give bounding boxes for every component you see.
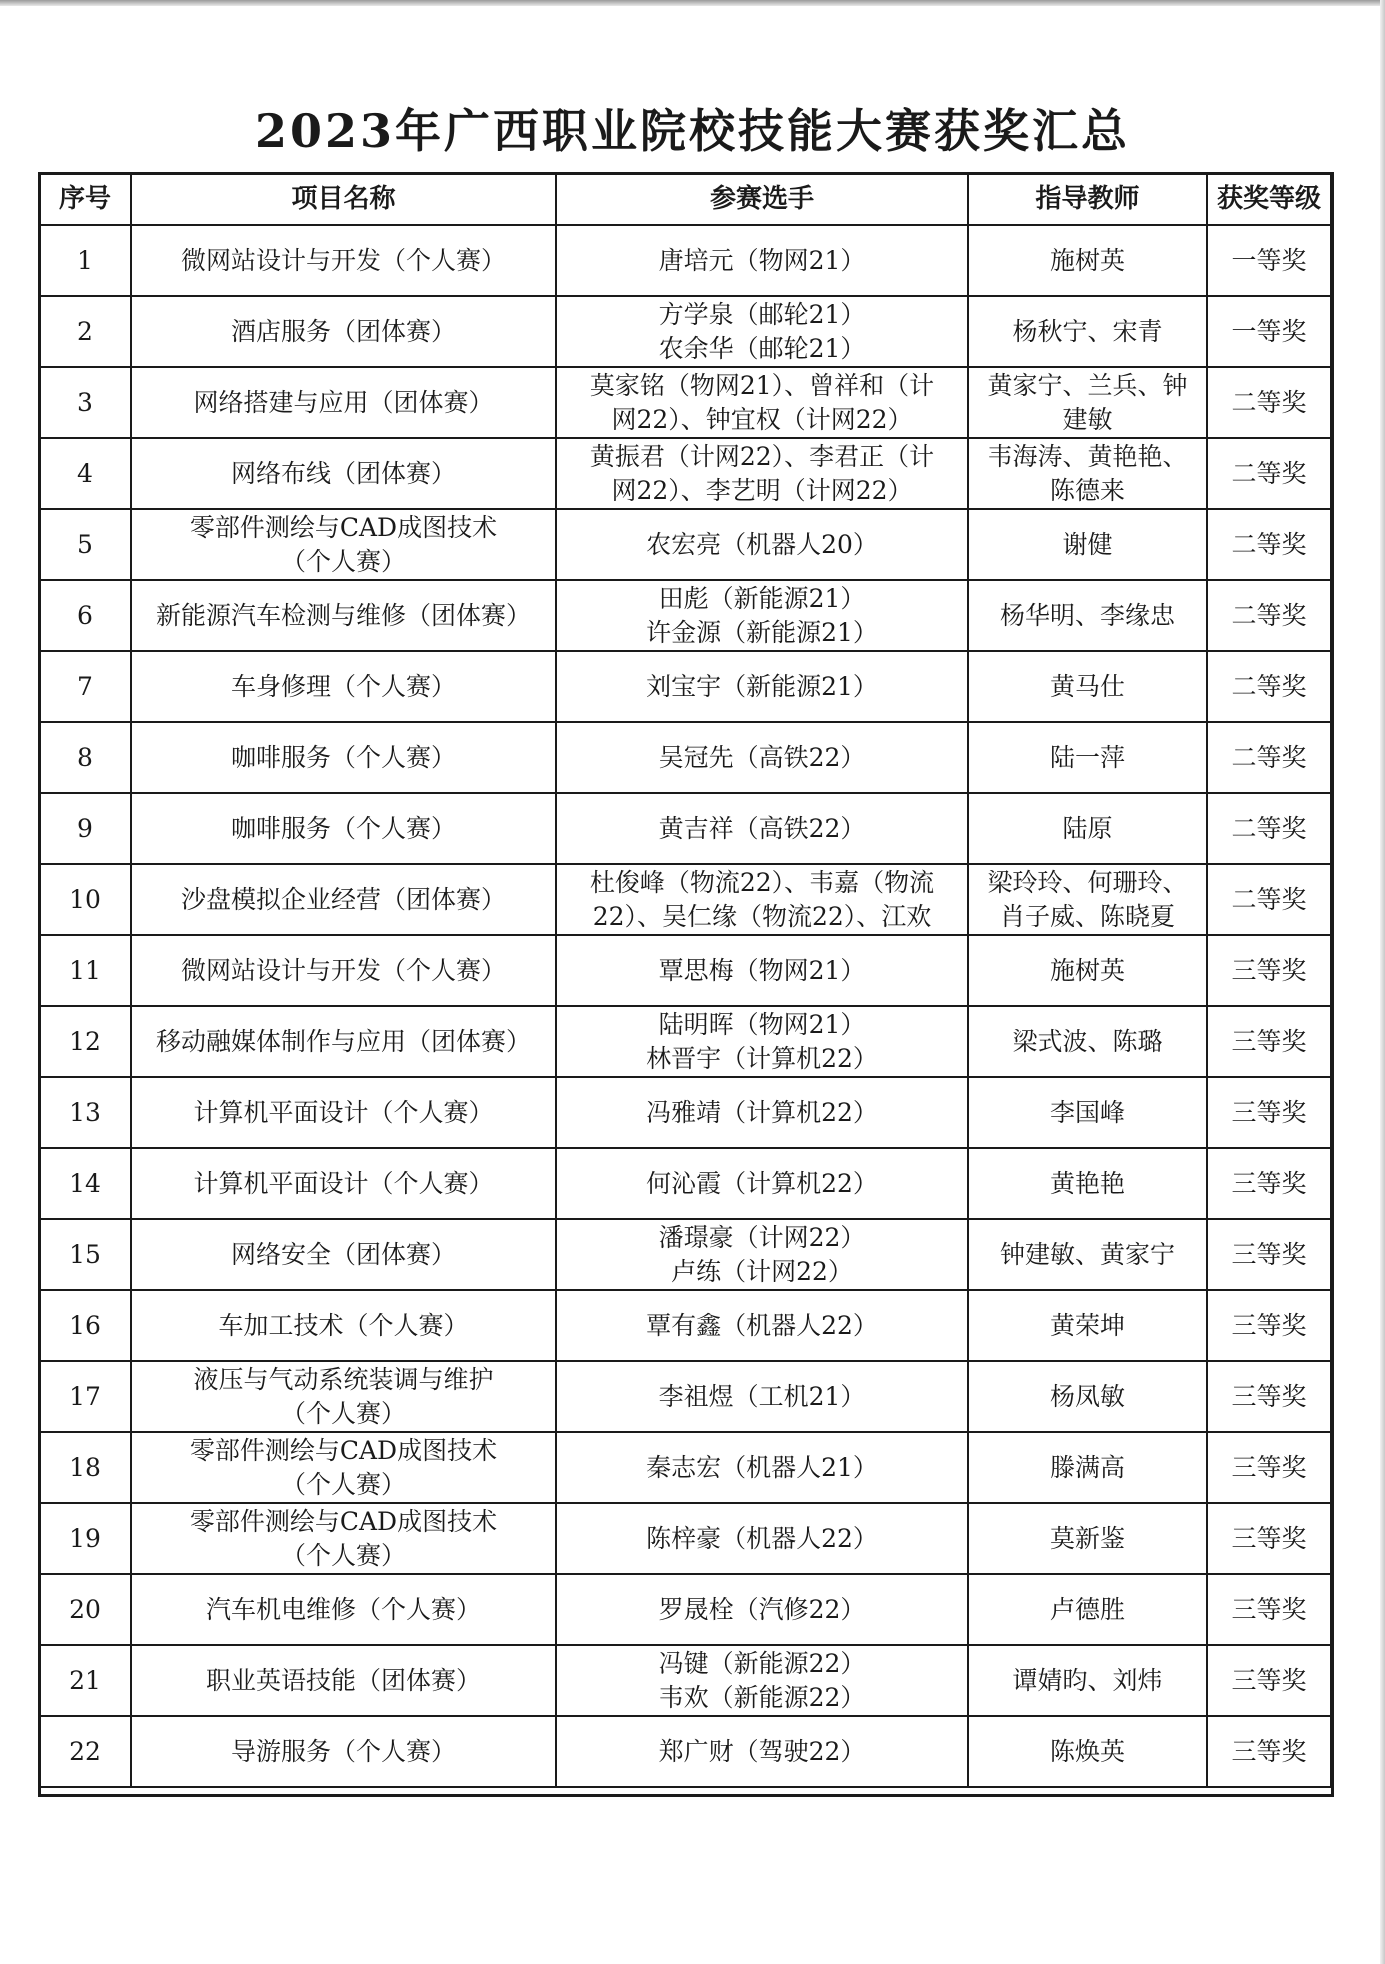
cell-teacher-line: 黄荣坤	[1049, 1310, 1125, 1340]
table-row	[39, 935, 1331, 1006]
cell-players	[556, 580, 968, 651]
cell-num: 19	[39, 1503, 131, 1574]
cell-project-line: （个人赛）	[280, 1398, 406, 1428]
cell-teacher-line: 黄马仕	[1049, 671, 1125, 701]
cell-project	[131, 935, 556, 1006]
cell-teacher-line: 谢健	[1062, 529, 1113, 559]
header-players: 参赛选手	[556, 173, 968, 225]
table-row	[39, 1503, 1331, 1574]
table-row	[39, 1574, 1331, 1645]
cell-project	[131, 509, 556, 580]
cell-level: 三等奖	[1207, 1574, 1331, 1645]
cell-teacher-line: 陈焕英	[1049, 1736, 1125, 1766]
cell-teacher-line: 韦海涛、黄艳艳、	[987, 441, 1188, 471]
table-row	[39, 1716, 1331, 1787]
cell-level: 三等奖	[1207, 1645, 1331, 1716]
cell-project	[131, 296, 556, 367]
cell-level: 三等奖	[1207, 1219, 1331, 1290]
cell-num: 12	[39, 1006, 131, 1077]
table-row	[39, 1290, 1331, 1361]
cell-teacher	[968, 580, 1207, 651]
cell-num: 14	[39, 1148, 131, 1219]
cell-teacher	[968, 296, 1207, 367]
cell-num: 18	[39, 1432, 131, 1503]
cell-players	[556, 864, 968, 935]
cell-players	[556, 651, 968, 722]
awards-table-body	[39, 225, 1331, 1787]
cell-players	[556, 793, 968, 864]
table-row	[39, 1645, 1331, 1716]
cell-project	[131, 1290, 556, 1361]
cell-num: 15	[39, 1219, 131, 1290]
cell-level: 三等奖	[1207, 1290, 1331, 1361]
cell-teacher	[968, 1290, 1207, 1361]
cell-num: 4	[39, 438, 131, 509]
cell-level: 一等奖	[1207, 225, 1331, 296]
table-row	[39, 1077, 1331, 1148]
cell-level: 二等奖	[1207, 722, 1331, 793]
awards-table	[38, 172, 1332, 1788]
cell-num: 5	[39, 509, 131, 580]
cell-num: 1	[39, 225, 131, 296]
cell-project	[131, 1219, 556, 1290]
cell-teacher-line: 杨凤敏	[1049, 1381, 1125, 1411]
cell-players	[556, 1716, 968, 1787]
cell-project-line: 沙盘模拟企业经营（团体赛）	[180, 884, 506, 914]
scan-edge-top	[0, 0, 1385, 6]
cell-players-line: 郑广财（驾驶22）	[658, 1736, 866, 1766]
cell-teacher	[968, 1716, 1207, 1787]
cell-level: 二等奖	[1207, 580, 1331, 651]
table-row	[39, 438, 1331, 509]
cell-num: 9	[39, 793, 131, 864]
table-header-row	[39, 173, 1331, 225]
cell-num: 20	[39, 1574, 131, 1645]
cell-project-line: 汽车机电维修（个人赛）	[205, 1594, 481, 1624]
cell-project	[131, 1432, 556, 1503]
cell-players-line: 冯键（新能源22）	[658, 1648, 866, 1678]
cell-num: 11	[39, 935, 131, 1006]
cell-num: 3	[39, 367, 131, 438]
table-row	[39, 1219, 1331, 1290]
cell-teacher	[968, 793, 1207, 864]
cell-num: 10	[39, 864, 131, 935]
cell-teacher-line: 梁玲玲、何珊玲、	[987, 867, 1188, 897]
cell-teacher	[968, 1645, 1207, 1716]
cell-num: 6	[39, 580, 131, 651]
cell-project-line: 液压与气动系统装调与维护	[193, 1364, 494, 1394]
cell-project-line: （个人赛）	[280, 546, 406, 576]
cell-players	[556, 1148, 968, 1219]
cell-players-line: 罗晟栓（汽修22）	[658, 1594, 866, 1624]
cell-teacher-line: 杨华明、李缘忠	[999, 600, 1175, 630]
cell-teacher	[968, 438, 1207, 509]
cell-players-line: 田彪（新能源21）	[658, 583, 866, 613]
cell-project-line: 零部件测绘与CAD成图技术	[189, 1435, 498, 1465]
cell-project-line: 职业英语技能（团体赛）	[205, 1665, 481, 1695]
cell-project-line: 网络布线（团体赛）	[230, 458, 456, 488]
cell-project	[131, 1006, 556, 1077]
page-title: 2023年广西职业院校技能大赛获奖汇总	[254, 104, 1131, 158]
cell-players-line: 陆明晖（物网21）	[658, 1009, 866, 1039]
cell-level: 三等奖	[1207, 1006, 1331, 1077]
cell-teacher-line: 卢德胜	[1049, 1594, 1125, 1624]
table-row	[39, 225, 1331, 296]
cell-players	[556, 1077, 968, 1148]
cell-project	[131, 793, 556, 864]
table-row	[39, 722, 1331, 793]
cell-players	[556, 1432, 968, 1503]
cell-teacher	[968, 651, 1207, 722]
cell-project	[131, 1077, 556, 1148]
cell-players	[556, 1219, 968, 1290]
cell-project	[131, 722, 556, 793]
cell-players-line: 农宏亮（机器人20）	[646, 529, 878, 559]
cell-level: 一等奖	[1207, 296, 1331, 367]
cell-project-line: 计算机平面设计（个人赛）	[193, 1097, 494, 1127]
cell-project-line: （个人赛）	[280, 1469, 406, 1499]
cell-players	[556, 935, 968, 1006]
cell-teacher	[968, 1219, 1207, 1290]
cell-num: 22	[39, 1716, 131, 1787]
table-row	[39, 1432, 1331, 1503]
cell-num: 8	[39, 722, 131, 793]
cell-teacher-line: 杨秋宁、宋青	[1012, 316, 1163, 346]
cell-teacher	[968, 225, 1207, 296]
cell-players-line: 网22）、钟宜权（计网22）	[611, 404, 913, 434]
table-row	[39, 1361, 1331, 1432]
cell-players	[556, 367, 968, 438]
cell-project-line: 计算机平面设计（个人赛）	[193, 1168, 494, 1198]
table-row	[39, 793, 1331, 864]
cell-num: 17	[39, 1361, 131, 1432]
cell-num: 2	[39, 296, 131, 367]
cell-players-line: 杜俊峰（物流22）、韦嘉（物流	[589, 867, 935, 897]
cell-project-line: 移动融媒体制作与应用（团体赛）	[155, 1026, 531, 1056]
cell-players-line: 刘宝宇（新能源21）	[646, 671, 878, 701]
cell-project-line: 微网站设计与开发（个人赛）	[180, 245, 506, 275]
table-row	[39, 1148, 1331, 1219]
cell-teacher-line: 滕满高	[1049, 1452, 1125, 1482]
cell-players-line: 黄吉祥（高铁22）	[658, 813, 866, 843]
cell-project-line: 咖啡服务（个人赛）	[230, 813, 456, 843]
cell-teacher	[968, 722, 1207, 793]
cell-players-line: 农余华（邮轮21）	[658, 333, 866, 363]
table-row	[39, 864, 1331, 935]
cell-level: 三等奖	[1207, 1077, 1331, 1148]
cell-players-line: 方学泉（邮轮21）	[658, 299, 866, 329]
table-row	[39, 651, 1331, 722]
cell-level: 二等奖	[1207, 793, 1331, 864]
header-teacher: 指导教师	[968, 173, 1207, 225]
cell-players-line: 唐培元（物网21）	[658, 245, 866, 275]
cell-players-line: 22）、吴仁缘（物流22）、江欢	[592, 901, 932, 931]
cell-teacher-line: 黄家宁、兰兵、钟	[987, 370, 1188, 400]
cell-level: 二等奖	[1207, 367, 1331, 438]
cell-project	[131, 438, 556, 509]
cell-players	[556, 1361, 968, 1432]
cell-teacher-line: 钟建敏、黄家宁	[999, 1239, 1175, 1269]
cell-level: 三等奖	[1207, 1716, 1331, 1787]
cell-teacher	[968, 1077, 1207, 1148]
cell-project	[131, 367, 556, 438]
cell-project-line: 导游服务（个人赛）	[230, 1736, 456, 1766]
cell-players	[556, 1006, 968, 1077]
cell-project-line: 网络安全（团体赛）	[230, 1239, 456, 1269]
cell-project-line: 酒店服务（团体赛）	[230, 316, 456, 346]
cell-players-line: 网22）、李艺明（计网22）	[611, 475, 913, 505]
cell-level: 三等奖	[1207, 935, 1331, 1006]
cell-num: 21	[39, 1645, 131, 1716]
cell-players	[556, 1503, 968, 1574]
cell-teacher	[968, 1148, 1207, 1219]
cell-teacher-line: 陆一萍	[1049, 742, 1125, 772]
cell-project-line: 零部件测绘与CAD成图技术	[189, 512, 498, 542]
cell-project	[131, 1361, 556, 1432]
cell-project	[131, 864, 556, 935]
cell-project-line: 新能源汽车检测与维修（团体赛）	[155, 600, 531, 630]
cell-project	[131, 1716, 556, 1787]
cell-project	[131, 651, 556, 722]
table-row	[39, 509, 1331, 580]
cell-num: 7	[39, 651, 131, 722]
cell-teacher-line: 施树英	[1049, 955, 1125, 985]
cell-players-line: 秦志宏（机器人21）	[646, 1452, 878, 1482]
cell-teacher-line: 李国峰	[1049, 1097, 1125, 1127]
cell-project-line: （个人赛）	[280, 1540, 406, 1570]
cell-players-line: 冯雅靖（计算机22）	[646, 1097, 878, 1127]
cell-teacher	[968, 509, 1207, 580]
cell-project	[131, 580, 556, 651]
cell-teacher-line: 建敏	[1062, 404, 1113, 434]
cell-level: 三等奖	[1207, 1432, 1331, 1503]
cell-players	[556, 296, 968, 367]
cell-teacher	[968, 1432, 1207, 1503]
cell-players	[556, 1574, 968, 1645]
cell-players-line: 覃有鑫（机器人22）	[646, 1310, 878, 1340]
cell-project-line: 网络搭建与应用（团体赛）	[193, 387, 494, 417]
cell-teacher	[968, 864, 1207, 935]
cell-teacher-line: 莫新鉴	[1049, 1523, 1125, 1553]
cell-level: 二等奖	[1207, 438, 1331, 509]
cell-teacher	[968, 1006, 1207, 1077]
cell-project	[131, 1645, 556, 1716]
cell-teacher	[968, 1574, 1207, 1645]
cell-project	[131, 1503, 556, 1574]
cell-players-line: 莫家铭（物网21）、曾祥和（计	[589, 370, 935, 400]
cell-teacher-line: 肖子威、陈晓夏	[999, 901, 1175, 931]
header-level: 获奖等级	[1207, 173, 1331, 225]
cell-players-line: 许金源（新能源21）	[646, 617, 878, 647]
cell-players-line: 潘璟豪（计网22）	[658, 1222, 866, 1252]
cell-teacher	[968, 1503, 1207, 1574]
cell-teacher	[968, 935, 1207, 1006]
cell-num: 13	[39, 1077, 131, 1148]
cell-players-line: 林晋宇（计算机22）	[646, 1043, 878, 1073]
table-row	[39, 1006, 1331, 1077]
cell-level: 三等奖	[1207, 1361, 1331, 1432]
cell-players-line: 李祖煜（工机21）	[658, 1381, 866, 1411]
cell-project-line: 车身修理（个人赛）	[230, 671, 456, 701]
cell-project-line: 微网站设计与开发（个人赛）	[180, 955, 506, 985]
cell-players	[556, 1645, 968, 1716]
cell-players	[556, 1290, 968, 1361]
cell-teacher-line: 谭婧昀、刘炜	[1012, 1665, 1163, 1695]
cell-level: 二等奖	[1207, 864, 1331, 935]
cell-players-line: 何沁霞（计算机22）	[646, 1168, 878, 1198]
cell-players-line: 覃思梅（物网21）	[658, 955, 866, 985]
cell-teacher-line: 施树英	[1049, 245, 1125, 275]
cell-teacher	[968, 1361, 1207, 1432]
cell-level: 三等奖	[1207, 1503, 1331, 1574]
cell-level: 二等奖	[1207, 651, 1331, 722]
cell-players	[556, 438, 968, 509]
scan-edge-right	[1380, 0, 1385, 1964]
cell-players-line: 卢练（计网22）	[671, 1256, 853, 1286]
cell-project	[131, 1148, 556, 1219]
cell-players	[556, 722, 968, 793]
cell-project-line: 咖啡服务（个人赛）	[230, 742, 456, 772]
cell-level: 三等奖	[1207, 1148, 1331, 1219]
cell-teacher-line: 陆原	[1062, 813, 1113, 843]
table-row	[39, 367, 1331, 438]
table-row	[39, 296, 1331, 367]
cell-teacher-line: 陈德来	[1049, 475, 1125, 505]
header-project: 项目名称	[131, 173, 556, 225]
cell-players-line: 陈梓豪（机器人22）	[646, 1523, 878, 1553]
cell-players-line: 吴冠先（高铁22）	[658, 742, 866, 772]
cell-project-line: 车加工技术（个人赛）	[218, 1310, 469, 1340]
cell-num: 16	[39, 1290, 131, 1361]
cell-teacher	[968, 367, 1207, 438]
cell-players-line: 韦欢（新能源22）	[658, 1682, 866, 1712]
cell-teacher-line: 梁式波、陈璐	[1012, 1026, 1163, 1056]
cell-players	[556, 509, 968, 580]
cell-project	[131, 225, 556, 296]
cell-teacher-line: 黄艳艳	[1049, 1168, 1125, 1198]
cell-project-line: 零部件测绘与CAD成图技术	[189, 1506, 498, 1536]
table-row	[39, 580, 1331, 651]
cell-players	[556, 225, 968, 296]
cell-level: 二等奖	[1207, 509, 1331, 580]
cell-players-line: 黄振君（计网22）、李君正（计	[589, 441, 935, 471]
header-num: 序号	[39, 173, 131, 225]
cell-project	[131, 1574, 556, 1645]
